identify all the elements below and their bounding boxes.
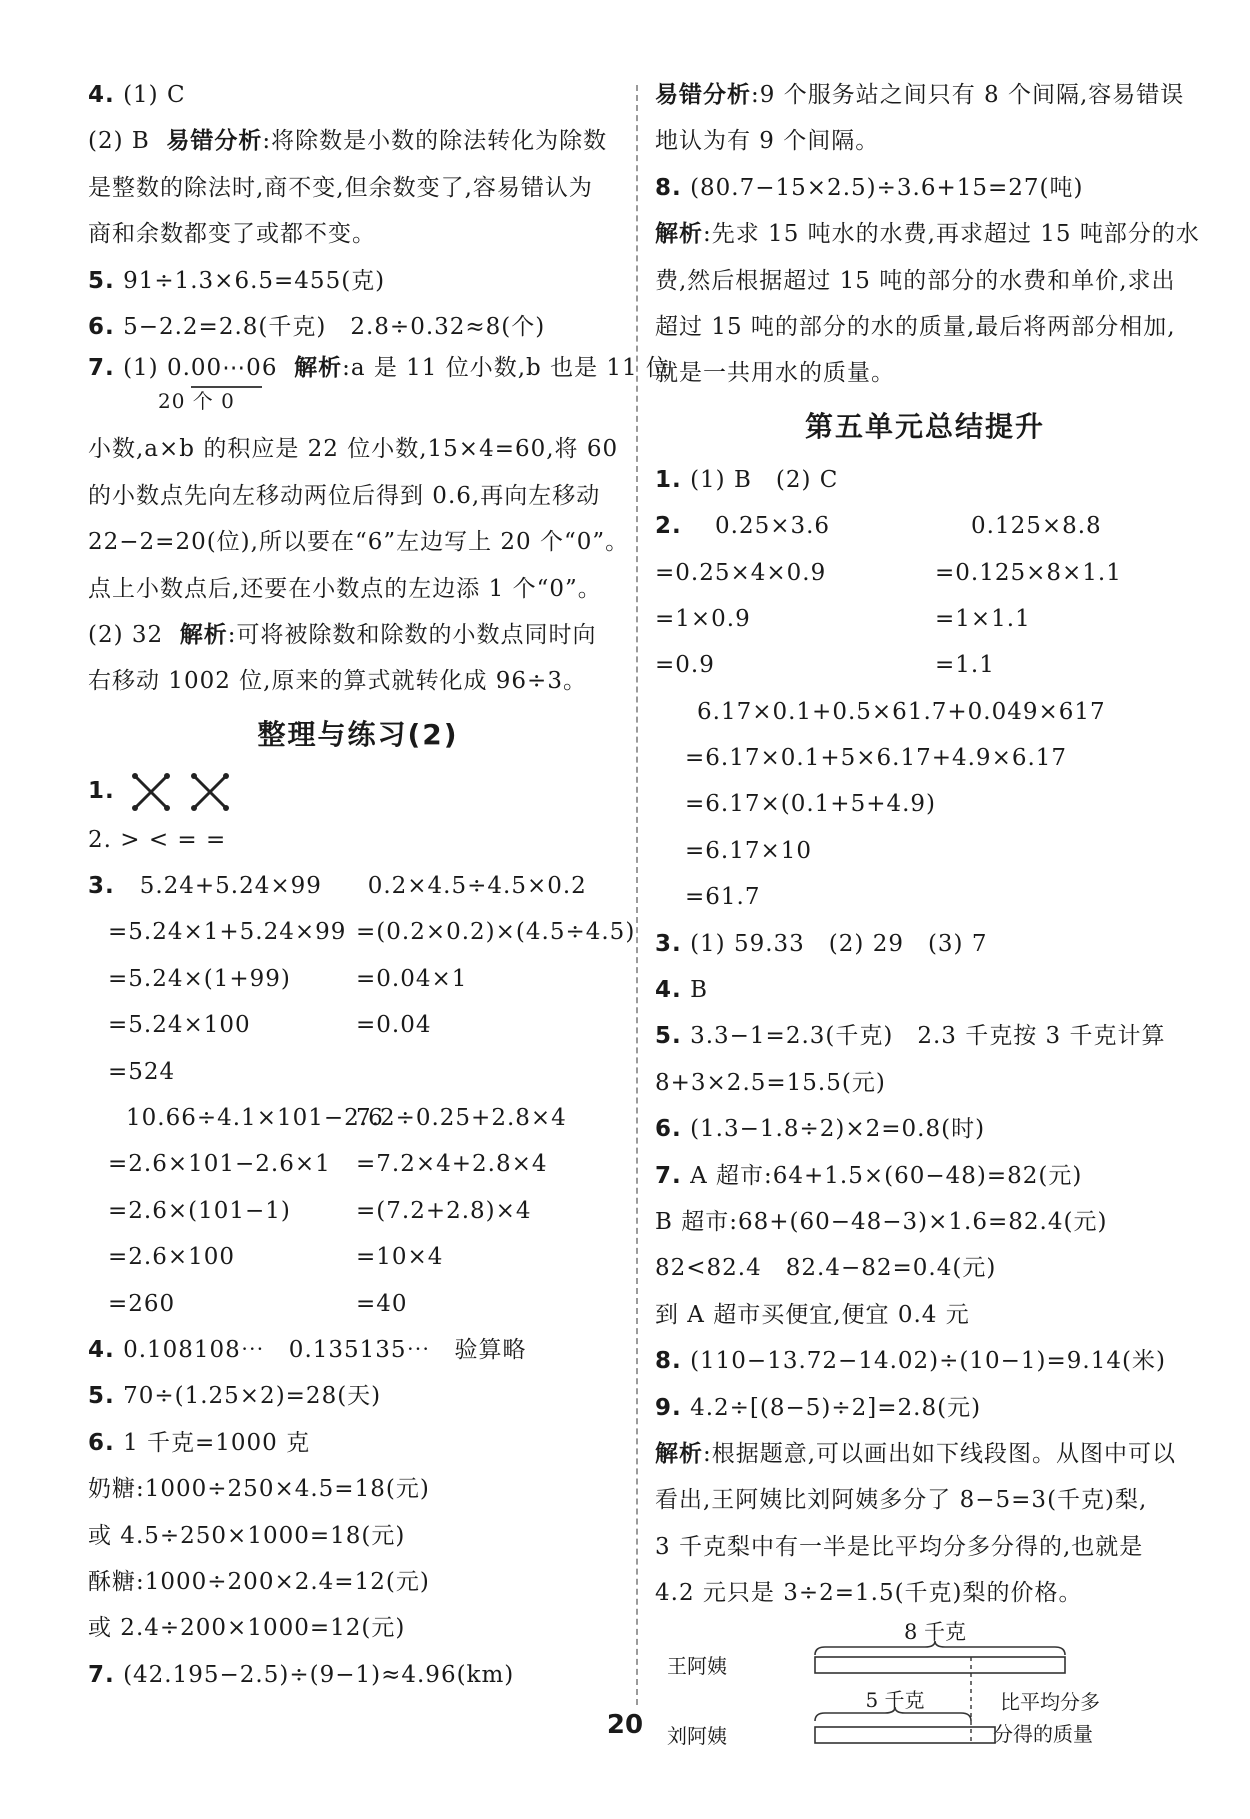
q8-line: 8. (80.7−15×2.5)÷3.6+15=27(吨) <box>655 174 1084 201</box>
note-line-2: 分得的质量 <box>993 1721 1093 1746</box>
error-label: 易错分析 <box>166 128 263 155</box>
analysis-label: 解析 <box>179 621 228 648</box>
text-line: 3 千克梨中有一半是比平均分多分得的,也就是 <box>655 1533 1144 1560</box>
wang-name: 王阿姨 <box>667 1653 727 1678</box>
p3-row: =260 =40 <box>108 1290 408 1317</box>
cross-lines-icon <box>190 772 230 812</box>
s2-row: 2. 0.25×3.6 0.125×8.8 <box>655 513 1102 540</box>
s4-line: 4. B <box>655 977 708 1004</box>
zeros-brace: 00⋯0 <box>191 350 262 388</box>
text-line: B 超市:68+(60−48−3)×1.6=82.4(元) <box>655 1208 1108 1235</box>
text-line: 奶糖:1000÷250×4.5=18(元) <box>88 1476 430 1503</box>
s3-line: 3. (1) 59.33 (2) 29 (3) 7 <box>655 930 988 957</box>
analysis-label: 解析 <box>294 355 343 382</box>
p2-line: 2. > < = = <box>88 826 227 853</box>
left-column <box>88 72 670 1698</box>
section-heading: 第五单元总结提升 <box>804 409 1045 443</box>
s2-row: =1×0.9 =1×1.1 <box>655 605 1031 632</box>
right-column <box>655 72 1200 1757</box>
p3-row: 10.66÷4.1×101−2.67.2÷0.25+2.8×4 <box>126 1105 567 1132</box>
s2-row: =0.9 =1.1 <box>655 652 995 679</box>
q7-2-line: (2) 32 解析:可将被除数和除数的小数点同时向 <box>88 621 597 648</box>
text-line: 地认为有 9 个间隔。 <box>655 128 880 155</box>
s6-line: 6. (1.3−1.8÷2)×2=0.8(时) <box>655 1116 986 1143</box>
s1-line: 1. (1) B (2) C <box>655 466 839 493</box>
text-line: 点上小数点后,还要在小数点的左边添 1 个“0”。 <box>88 575 602 602</box>
p5-line: 5. 70÷(1.25×2)=28(天) <box>88 1383 382 1410</box>
q7-line: 7. (1) 0.00⋯06 解析:a 是 11 位小数,b 也是 11 位 <box>88 350 628 386</box>
s2-more: =6.17×10 <box>685 837 813 864</box>
section-heading: 整理与练习(2) <box>257 717 459 751</box>
p3-row: =5.24×1+5.24×99 =(0.2×0.2)×(4.5÷4.5) <box>108 919 636 946</box>
text-line: 或 4.5÷250×1000=18(元) <box>88 1522 406 1549</box>
err-line: 易错分析:9 个服务站之间只有 8 个间隔,容易错误 <box>655 82 1185 108</box>
text-line: 到 A 超市买便宜,便宜 0.4 元 <box>655 1301 970 1328</box>
text-line: 超过 15 吨的部分的水的质量,最后将两部分相加, <box>655 313 1176 340</box>
text-line: 8+3×2.5=15.5(元) <box>655 1069 886 1096</box>
error-label: 易错分析 <box>655 82 751 108</box>
p3-row: =2.6×101−2.6×1 =7.2×4+2.8×4 <box>108 1151 548 1178</box>
text-line: 的小数点先向左移动两位后得到 0.6,再向左移动 <box>88 482 601 509</box>
text-line: 商和余数都变了或都不变。 <box>88 221 376 248</box>
p3-row: =2.6×100 =10×4 <box>108 1244 444 1271</box>
p3-row: 3. 5.24+5.24×99 0.2×4.5÷4.5×0.2 <box>88 873 587 900</box>
note-line-1: 比平均分多 <box>1000 1689 1100 1714</box>
s2-more: =6.17×(0.1+5+4.9) <box>685 791 937 818</box>
s5-line: 5. 3.3−1=2.3(千克) 2.3 千克按 3 千克计算 <box>655 1023 1166 1050</box>
s9-analysis: 解析:根据题意,可以画出如下线段图。从图中可以 <box>655 1440 1177 1467</box>
q5-line: 5. 91÷1.3×6.5=455(克) <box>88 267 386 294</box>
p4-line: 4. 0.108108⋯ 0.135135⋯ 验算略 <box>88 1336 527 1363</box>
p7-line: 7. (42.195−2.5)÷(9−1)≈4.96(km) <box>88 1661 515 1688</box>
brace-note: 20 个 0 <box>158 389 235 414</box>
s8-line: 8. (110−13.72−14.02)÷(10−1)=9.14(米) <box>655 1348 1166 1375</box>
text-line: 费,然后根据超过 15 吨的部分的水费和单价,求出 <box>655 267 1176 294</box>
column-divider <box>636 85 638 1705</box>
analysis-label: 解析 <box>655 221 703 248</box>
p3-row: =5.24×100 =0.04 <box>108 1012 432 1039</box>
s2-row: =0.25×4×0.9 =0.125×8×1.1 <box>655 559 1122 586</box>
s7-line: 7. A 超市:64+1.5×(60−48)=82(元) <box>655 1162 1083 1189</box>
text-line: 82<82.4 82.4−82=0.4(元) <box>655 1255 997 1282</box>
top-total-label: 8 千克 <box>903 1619 967 1644</box>
text-line: 看出,王阿姨比刘阿姨多分了 8−5=3(千克)梨, <box>655 1487 1148 1514</box>
q6-line: 6. 5−2.2=2.8(千克) 2.8÷0.32≈8(个) <box>88 313 546 340</box>
analysis-label: 解析 <box>655 1440 703 1467</box>
s2-more: 6.17×0.1+0.5×61.7+0.049×617 <box>697 698 1106 725</box>
p3-row: =5.24×(1+99) =0.04×1 <box>108 965 468 992</box>
s2-more: =61.7 <box>685 884 761 911</box>
text-line: 小数,a×b 的积应是 22 位小数,15×4=60,将 60 <box>88 436 619 463</box>
p6-line: 6. 1 千克=1000 克 <box>88 1429 311 1456</box>
cross-lines-icon <box>131 772 171 812</box>
text-line: 4.2 元只是 3÷2=1.5(千克)梨的价格。 <box>655 1580 1083 1607</box>
text-line: 22−2=20(位),所以要在“6”左边写上 20 个“0”。 <box>88 529 630 556</box>
q8-analysis: 解析:先求 15 吨水的水费,再求超过 15 吨部分的水 <box>655 221 1200 248</box>
liu-name: 刘阿姨 <box>667 1723 727 1748</box>
q4-line: 4. (1) C <box>88 82 186 108</box>
s9-line: 9. 4.2÷[(8−5)÷2]=2.8(元) <box>655 1394 982 1421</box>
text-line: 或 2.4÷200×1000=12(元) <box>88 1615 406 1642</box>
wang-bar <box>815 1657 1065 1673</box>
page-number: 20 <box>606 1710 644 1740</box>
p1-line: 1. <box>88 765 628 817</box>
text-line: 酥糖:1000÷200×2.4=12(元) <box>88 1568 430 1595</box>
p3-row: =2.6×(101−1) =(7.2+2.8)×4 <box>108 1197 532 1224</box>
s2-more: =6.17×0.1+5×6.17+4.9×6.17 <box>685 745 1068 772</box>
text-line: 就是一共用水的质量。 <box>655 360 895 387</box>
q4-2-line: (2) B 易错分析:将除数是小数的除法转化为除数 <box>88 128 608 155</box>
text-line: 是整数的除法时,商不变,但余数变了,容易错认为 <box>88 174 593 201</box>
mid-label: 5 千克 <box>865 1687 925 1712</box>
text-line: 右移动 1002 位,原来的算式就转化成 96÷3。 <box>88 668 587 695</box>
p3-row: =524 <box>108 1058 176 1085</box>
